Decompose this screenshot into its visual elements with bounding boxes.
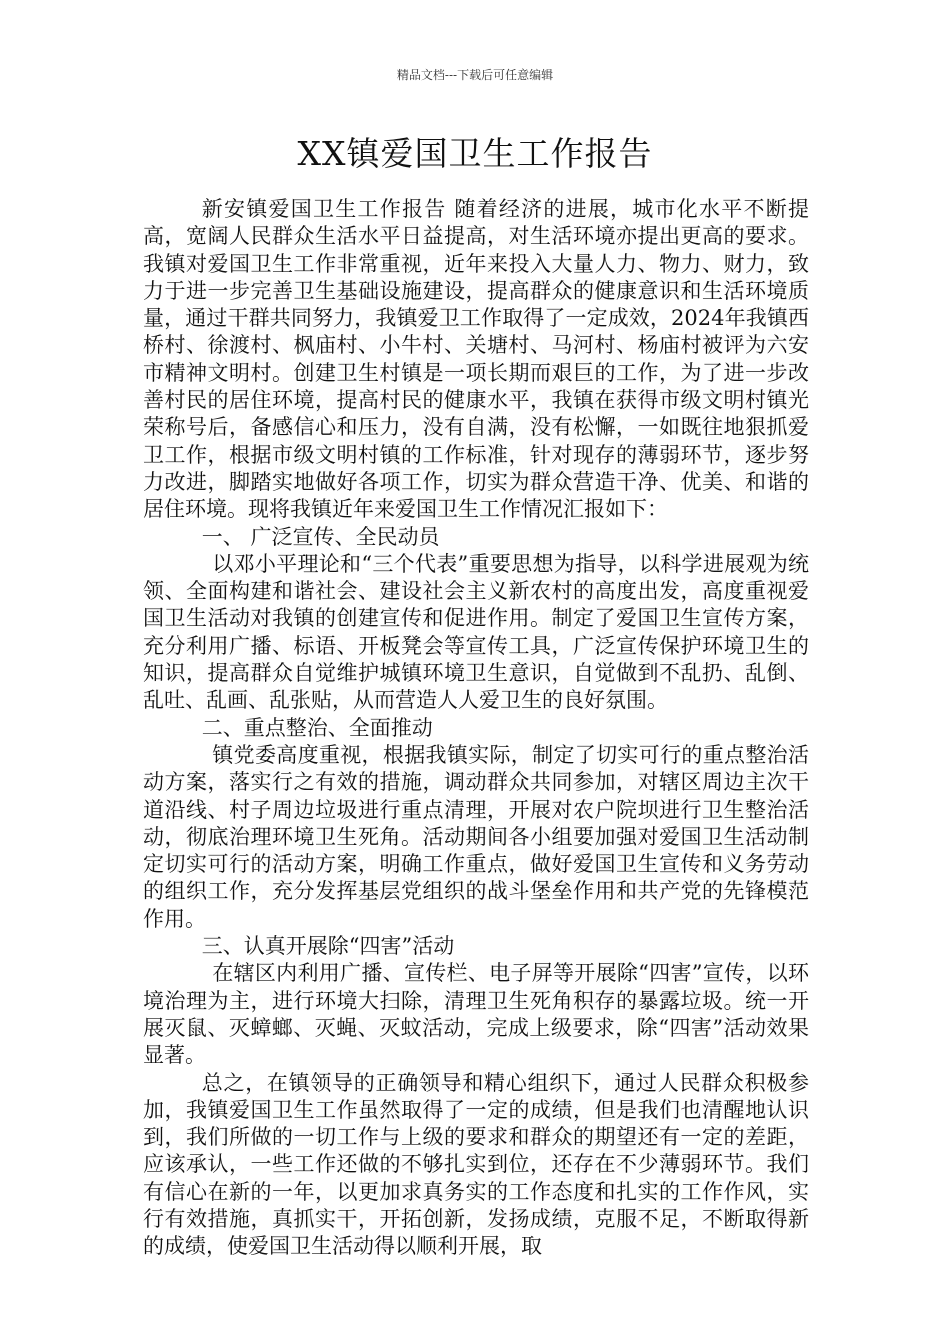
header-note: 精品文档---下载后可任意编辑: [396, 68, 554, 82]
intro-paragraph: 新安镇爱国卫生工作报告 随着经济的进展，城市化水平不断提高，宽阔人民群众生活水平日益提高，对生活环境亦提出更高的要求。我镇对爱国卫生工作非常重视，近年来投入大量人力、物力、财力，致力于进一步完善卫生基础设施建设，提高群众的健康意识和生活环境质量，通过干群共同努力，我镇爱卫工作取得了一定成效，2024年我镇西桥村、徐渡村、枫庙村、小牛村、关塘村、马河村、杨庙村被评为六安市精神文明村。创建卫生村镇是一项长期而艰巨的工作，为了进一步改善村民的居住环境，提高村民的健康水平，我镇在获得市级文明村镇光荣称号后，备感信心和压力，没有自满，没有松懈，一如既往地狠抓爱卫工作，根据市级文明村镇的工作标准，针对现存的薄弱环节，逐步努力改进，脚踏实地做好各项工作，切实为群众营造干净、优美、和谐的居住环境。现将我镇近年来爱国卫生工作情况汇报如下：: [143, 197, 809, 522]
document-title: XX镇爱国卫生工作报告: [297, 134, 653, 173]
section-3-paragraph: 在辖区内利用广播、宣传栏、电子屏等开展除“四害”宣传，以环境治理为主，进行环境大扫除，清理卫生死角积存的暴露垃圾。统一开展灭鼠、灭蟑螂、灭蝇、灭蚊活动，完成上级要求，除“四害”活动效果显著。: [143, 961, 809, 1068]
document-body: [143, 196, 809, 1261]
section-heading-2: 二、重点整治、全面推动: [201, 715, 433, 740]
section-1-paragraph: 以邓小平理论和“三个代表”重要思想为指导，以科学进展观为统领、全面构建和谐社会、建设社会主义新农村的高度出发，高度重视爱国卫生活动对我镇的创建宣传和促进作用。制定了爱国卫生宣传方案，充分利用广播、标语、开板凳会等宣传工具，广泛宣传保护环境卫生的知识，提高群众自觉维护城镇环境卫生意识，自觉做到不乱扔、乱倒、乱吐、乱画、乱张贴，从而营造人人爱卫生的良好氛围。: [143, 551, 809, 713]
section-2-paragraph: 镇党委高度重视，根据我镇实际，制定了切实可行的重点整治活动方案，落实行之有效的措施，调动群众共同参加，对辖区周边主次干道沿线、村子周边垃圾进行重点清理，开展对农户院坝进行卫生整治活动，彻底治理环境卫生死角。活动期间各小组要加强对爱国卫生活动制定切实可行的活动方案，明确工作重点，做好爱国卫生宣传和义务劳动的组织工作，充分发挥基层党组织的战斗堡垒作用和共产党的先锋模范作用。: [143, 742, 809, 931]
section-heading-1: 一、 广泛宣传、全民动员: [201, 524, 440, 549]
section-heading-3: 三、认真开展除“四害”活动: [201, 934, 455, 959]
conclusion-paragraph: 总之，在镇领导的正确领导和精心组织下，通过人民群众积极参加，我镇爱国卫生工作虽然取得了一定的成绩，但是我们也清醒地认识到，我们所做的一切工作与上级的要求和群众的期望还有一定的差距，应该承认，一些工作还做的不够扎实到位，还存在不少薄弱环节。我们有信心在新的一年，以更加求真务实的工作态度和扎实的工作作风，实行有效措施，真抓实干，开拓创新，发扬成绩，克服不足，不断取得新的成绩，使爱国卫生活动得以顺利开展，取: [143, 1070, 809, 1259]
